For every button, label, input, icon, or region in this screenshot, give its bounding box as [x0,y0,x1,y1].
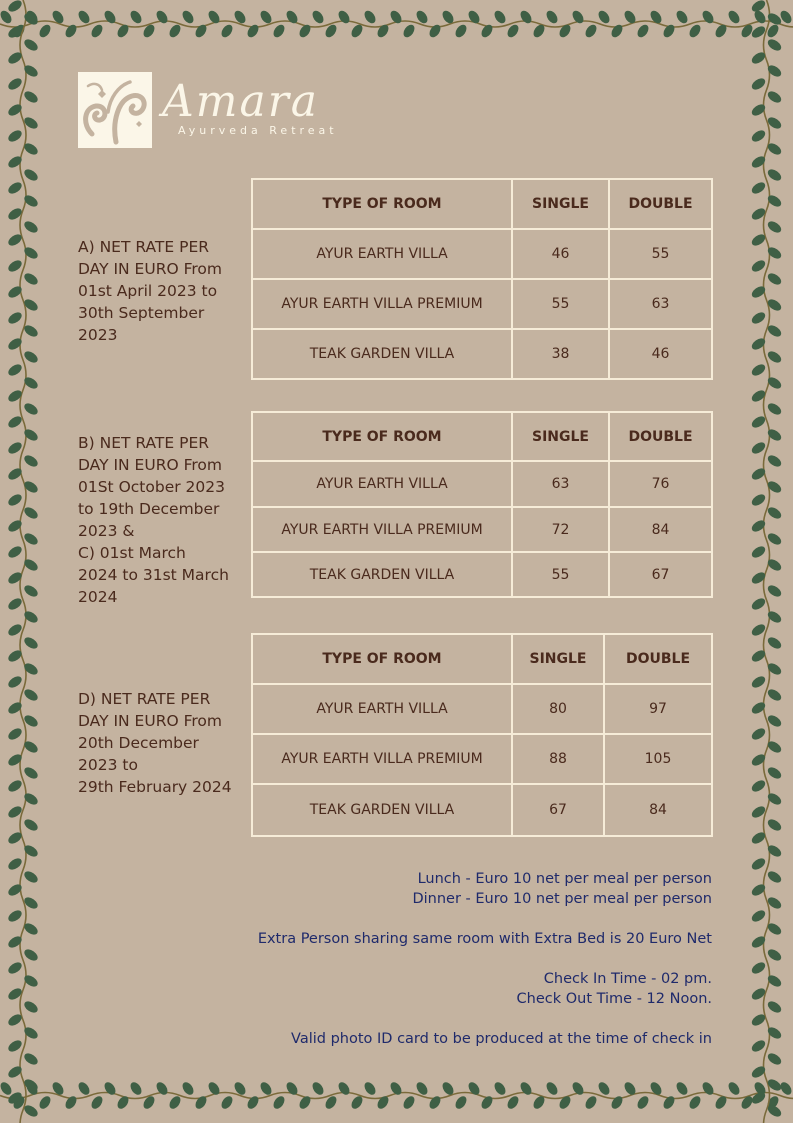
double-rate-cell: 76 [609,461,712,507]
double-rate-cell: 46 [609,329,712,379]
room-type-cell: TEAK GARDEN VILLA [252,329,512,379]
table-header-row [252,634,712,684]
room-type-cell: TEAK GARDEN VILLA [252,552,512,597]
photo-id-note: Valid photo ID card to be produced at the time of check in [291,1031,712,1047]
single-rate-cell: 55 [512,279,609,329]
extra-person-note: Extra Person sharing same room with Extra Bed is 20 Euro Net [257,931,712,947]
single-rate-cell: 46 [512,229,609,279]
vine-border-bottom [0,1068,793,1123]
table-row [252,552,712,597]
brand-logo [78,72,358,150]
double-rate-cell: 67 [609,552,712,597]
header-double: DOUBLE [609,412,712,461]
single-rate-cell: 38 [512,329,609,379]
single-rate-cell: 72 [512,507,609,552]
header-single: SINGLE [512,634,604,684]
table-row [252,734,712,784]
rate-table-b-c [251,411,713,598]
header-double: DOUBLE [609,179,712,229]
header-type-of-room: TYPE OF ROOM [252,634,512,684]
check-out-note: Check Out Time - 12 Noon. [516,991,712,1007]
header-double: DOUBLE [604,634,712,684]
table-row [252,784,712,836]
header-single: SINGLE [512,412,609,461]
room-type-cell: AYUR EARTH VILLA [252,461,512,507]
double-rate-cell: 84 [609,507,712,552]
rate-table-a [251,178,713,380]
table-row [252,329,712,379]
section-d-label: D) NET RATE PER DAY IN EURO From 20th December 2023 to 29th February 2024 [78,690,232,796]
table-row [252,507,712,552]
rate-table-d [251,633,713,837]
logo-mark-icon [78,72,152,148]
vine-border-top [0,0,793,48]
room-type-cell: AYUR EARTH VILLA [252,229,512,279]
single-rate-cell: 88 [512,734,604,784]
single-rate-cell: 63 [512,461,609,507]
section-b-c-label: B) NET RATE PER DAY IN EURO From 01St October 2023 to 19th December 2023 & C) 01st March 2024 to 31st March 2024 [78,434,229,606]
double-rate-cell: 97 [604,684,712,734]
table-row [252,229,712,279]
room-type-cell: AYUR EARTH VILLA PREMIUM [252,734,512,784]
room-type-cell: TEAK GARDEN VILLA [252,784,512,836]
double-rate-cell: 105 [604,734,712,784]
room-type-cell: AYUR EARTH VILLA PREMIUM [252,507,512,552]
policy-notes [252,869,712,1049]
room-type-cell: AYUR EARTH VILLA [252,684,512,734]
vine-border-left [0,0,46,1123]
table-row [252,461,712,507]
brand-tagline: Ayurveda Retreat [178,124,338,137]
double-rate-cell: 84 [604,784,712,836]
room-type-cell: AYUR EARTH VILLA PREMIUM [252,279,512,329]
header-type-of-room: TYPE OF ROOM [252,412,512,461]
header-type-of-room: TYPE OF ROOM [252,179,512,229]
double-rate-cell: 63 [609,279,712,329]
brand-name: Amara [162,76,319,127]
single-rate-cell: 67 [512,784,604,836]
single-rate-cell: 55 [512,552,609,597]
vine-border-right [740,0,793,1123]
section-a-label: A) NET RATE PER DAY IN EURO From 01st April 2023 to 30th September 2023 [78,238,222,344]
header-single: SINGLE [512,179,609,229]
check-in-note: Check In Time - 02 pm. [543,971,712,987]
lunch-note: Lunch - Euro 10 net per meal per person [417,871,712,887]
dinner-note: Dinner - Euro 10 net per meal per person [412,891,712,907]
single-rate-cell: 80 [512,684,604,734]
table-row [252,279,712,329]
table-header-row [252,179,712,229]
double-rate-cell: 55 [609,229,712,279]
table-header-row [252,412,712,461]
table-row [252,684,712,734]
